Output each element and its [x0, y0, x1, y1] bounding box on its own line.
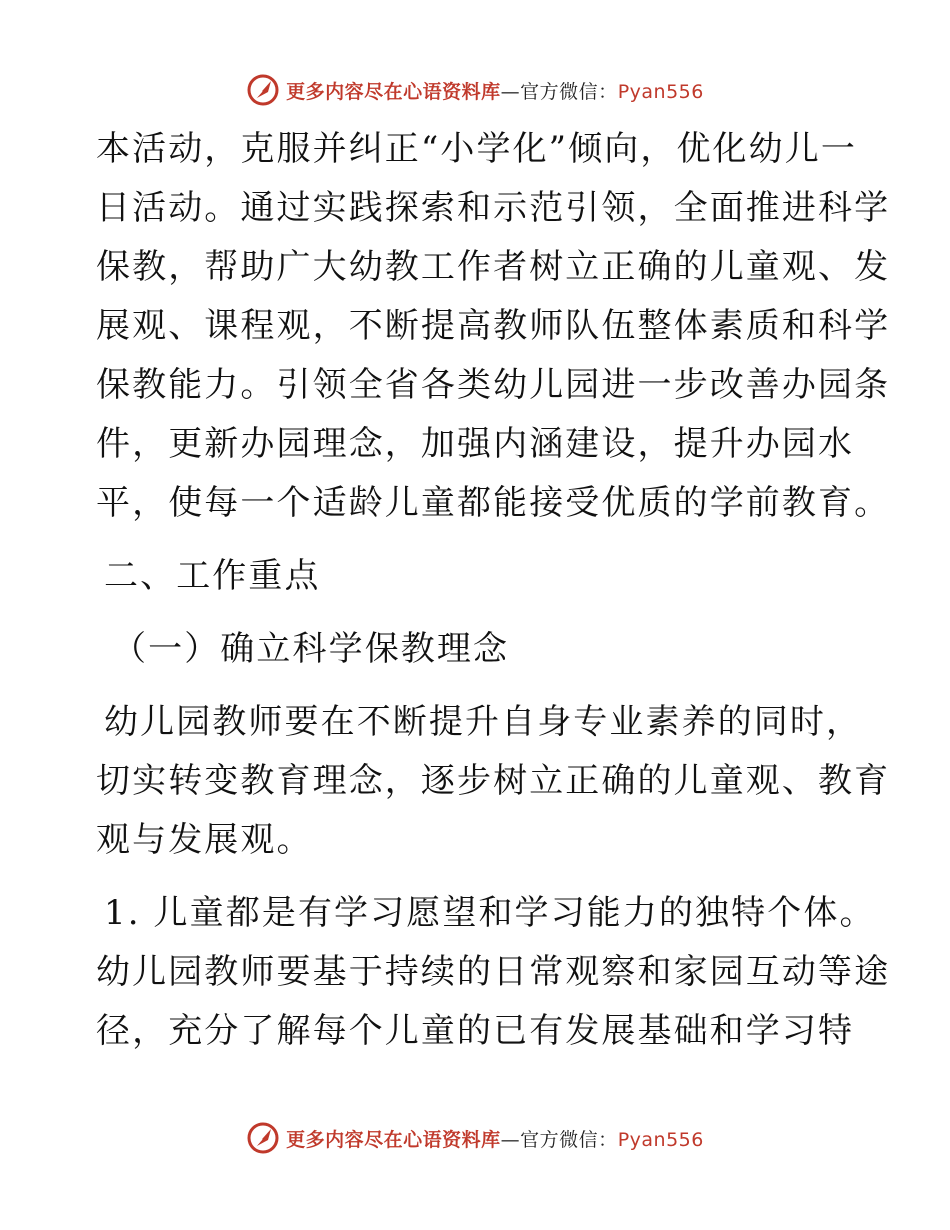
text-line: 保教，帮助广大幼教工作者树立正确的儿童观、发 — [96, 247, 891, 287]
watermark-label: 官方微信： — [520, 1128, 618, 1151]
watermark-separator: — — [500, 80, 521, 103]
text-line: 展观、课程观，不断提高教师队伍整体素质和科学 — [96, 306, 891, 346]
paragraph-concept — [96, 693, 891, 870]
quill-logo-icon — [246, 1121, 280, 1155]
text-line: 幼儿园教师要基于持续的日常观察和家园互动等途 — [96, 952, 891, 992]
watermark-label: 官方微信： — [520, 80, 618, 103]
text-line: 切实转变教育理念，逐步树立正确的儿童观、教育 — [96, 761, 891, 801]
watermark-separator: — — [500, 1128, 521, 1151]
watermark-wechat-id: Pyan556 — [617, 1128, 704, 1151]
text-line: 本活动，克服并纠正“小学化”倾向，优化幼儿一 — [96, 129, 857, 169]
text-line: 幼儿园教师要在不断提升自身专业素养的同时， — [104, 702, 863, 742]
text-line: 平，使每一个适龄儿童都能接受优质的学前教育。 — [96, 483, 891, 523]
text-line: 径，充分了解每个儿童的已有发展基础和学习特 — [96, 1011, 855, 1051]
watermark-site: 更多内容尽在心语资料库 — [286, 80, 501, 103]
section-heading: 二、工作重点 — [104, 556, 321, 596]
header-watermark — [0, 70, 950, 110]
quill-logo-icon — [246, 73, 280, 107]
text-line: 1. 儿童都是有学习愿望和学习能力的独特个体。 — [104, 893, 876, 933]
watermark-site: 更多内容尽在心语资料库 — [286, 1128, 501, 1151]
text-line: 件，更新办园理念，加强内涵建设，提升办园水 — [96, 424, 855, 464]
paragraph-intro — [96, 120, 891, 533]
watermark-wechat-id: Pyan556 — [617, 80, 704, 103]
text-line: 保教能力。引领全省各类幼儿园进一步改善办园条 — [96, 365, 891, 405]
text-line: 日活动。通过实践探索和示范引领，全面推进科学 — [96, 188, 891, 228]
subsection-heading: （一）确立科学保教理念 — [112, 629, 510, 669]
document-body — [96, 120, 891, 1061]
paragraph-item-1 — [96, 884, 891, 1061]
text-line: 观与发展观。 — [96, 820, 313, 860]
footer-watermark — [0, 1118, 950, 1158]
